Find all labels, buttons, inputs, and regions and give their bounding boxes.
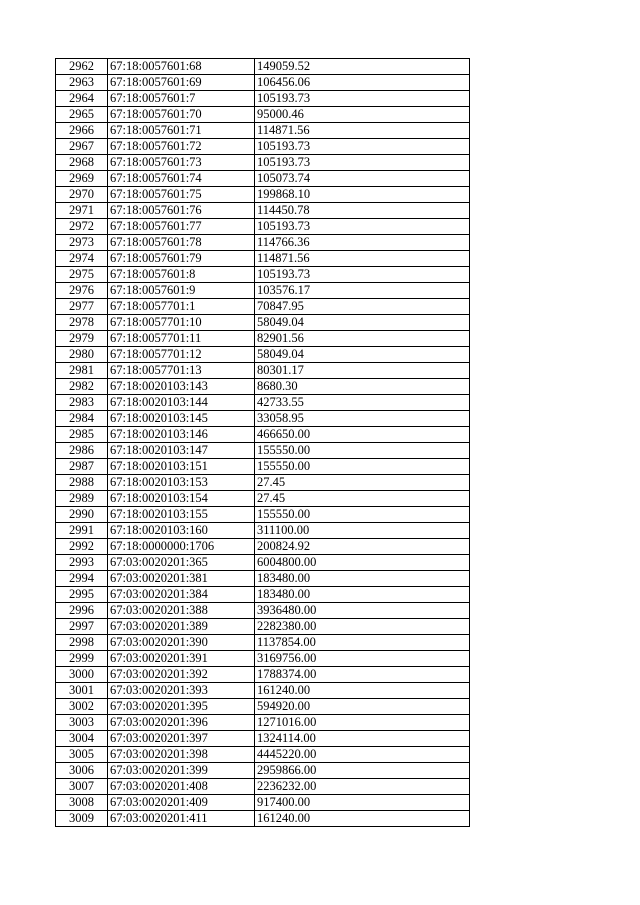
row-number-cell: 2994	[56, 571, 108, 587]
cadastral-number-cell: 67:03:0020201:389	[108, 619, 255, 635]
table-row	[56, 331, 470, 347]
row-number-cell: 2997	[56, 619, 108, 635]
table-row	[56, 619, 470, 635]
row-number-cell: 3007	[56, 779, 108, 795]
cadastral-value-cell: 105073.74	[255, 171, 470, 187]
cadastral-value-cell: 103576.17	[255, 283, 470, 299]
cadastral-value-cell: 149059.52	[255, 59, 470, 75]
cadastral-number-cell: 67:03:0020201:381	[108, 571, 255, 587]
table-row	[56, 507, 470, 523]
cadastral-value-cell: 4445220.00	[255, 747, 470, 763]
table-row	[56, 795, 470, 811]
row-number-cell: 2985	[56, 427, 108, 443]
cadastral-value-cell: 2959866.00	[255, 763, 470, 779]
cadastral-value-cell: 155550.00	[255, 507, 470, 523]
cadastral-value-cell: 8680.30	[255, 379, 470, 395]
cadastral-number-cell: 67:18:0000000:1706	[108, 539, 255, 555]
table-row	[56, 283, 470, 299]
cadastral-number-cell: 67:03:0020201:390	[108, 635, 255, 651]
table-row	[56, 315, 470, 331]
row-number-cell: 2998	[56, 635, 108, 651]
row-number-cell: 2964	[56, 91, 108, 107]
cadastral-value-cell: 70847.95	[255, 299, 470, 315]
table-row	[56, 747, 470, 763]
cadastral-value-cell: 6004800.00	[255, 555, 470, 571]
cadastral-value-cell: 33058.95	[255, 411, 470, 427]
row-number-cell: 2966	[56, 123, 108, 139]
row-number-cell: 2981	[56, 363, 108, 379]
cadastral-number-cell: 67:18:0020103:144	[108, 395, 255, 411]
cadastral-value-cell: 114450.78	[255, 203, 470, 219]
row-number-cell: 3005	[56, 747, 108, 763]
row-number-cell: 3003	[56, 715, 108, 731]
table-row	[56, 347, 470, 363]
cadastral-number-cell: 67:03:0020201:392	[108, 667, 255, 683]
cadastral-value-cell: 105193.73	[255, 91, 470, 107]
table-row	[56, 203, 470, 219]
table-row	[56, 683, 470, 699]
cadastral-number-cell: 67:18:0057701:13	[108, 363, 255, 379]
table-row	[56, 651, 470, 667]
cadastral-value-cell: 917400.00	[255, 795, 470, 811]
table-row	[56, 811, 470, 827]
cadastral-number-cell: 67:03:0020201:391	[108, 651, 255, 667]
table-body	[56, 59, 470, 827]
table-row	[56, 459, 470, 475]
cadastral-value-cell: 105193.73	[255, 267, 470, 283]
cadastral-value-cell: 105193.73	[255, 219, 470, 235]
cadastral-value-cell: 155550.00	[255, 443, 470, 459]
table-row	[56, 395, 470, 411]
table-row	[56, 299, 470, 315]
cadastral-value-cell: 1271016.00	[255, 715, 470, 731]
table-row	[56, 363, 470, 379]
row-number-cell: 2969	[56, 171, 108, 187]
table-row	[56, 731, 470, 747]
row-number-cell: 2976	[56, 283, 108, 299]
table-row	[56, 635, 470, 651]
row-number-cell: 3004	[56, 731, 108, 747]
cadastral-value-cell: 3169756.00	[255, 651, 470, 667]
cadastral-number-cell: 67:18:0020103:151	[108, 459, 255, 475]
row-number-cell: 2975	[56, 267, 108, 283]
table-row	[56, 251, 470, 267]
row-number-cell: 2996	[56, 603, 108, 619]
cadastral-number-cell: 67:03:0020201:395	[108, 699, 255, 715]
cadastral-number-cell: 67:03:0020201:393	[108, 683, 255, 699]
row-number-cell: 2992	[56, 539, 108, 555]
cadastral-value-cell: 594920.00	[255, 699, 470, 715]
row-number-cell: 2972	[56, 219, 108, 235]
table-row	[56, 107, 470, 123]
cadastral-number-cell: 67:18:0057601:69	[108, 75, 255, 91]
cadastral-value-cell: 155550.00	[255, 459, 470, 475]
cadastral-value-cell: 105193.73	[255, 155, 470, 171]
cadastral-number-cell: 67:18:0057601:70	[108, 107, 255, 123]
table-row	[56, 59, 470, 75]
cadastral-number-cell: 67:18:0020103:147	[108, 443, 255, 459]
table-row	[56, 555, 470, 571]
cadastral-value-cell: 199868.10	[255, 187, 470, 203]
row-number-cell: 2973	[56, 235, 108, 251]
cadastral-value-cell: 114871.56	[255, 251, 470, 267]
cadastral-number-cell: 67:18:0057601:73	[108, 155, 255, 171]
row-number-cell: 2980	[56, 347, 108, 363]
cadastral-number-cell: 67:18:0057701:1	[108, 299, 255, 315]
row-number-cell: 2978	[56, 315, 108, 331]
table-row	[56, 491, 470, 507]
cadastral-number-cell: 67:18:0057701:12	[108, 347, 255, 363]
row-number-cell: 3000	[56, 667, 108, 683]
cadastral-value-cell: 105193.73	[255, 139, 470, 155]
cadastral-value-cell: 466650.00	[255, 427, 470, 443]
cadastral-number-cell: 67:18:0020103:160	[108, 523, 255, 539]
row-number-cell: 2999	[56, 651, 108, 667]
cadastral-number-cell: 67:18:0057701:11	[108, 331, 255, 347]
row-number-cell: 3001	[56, 683, 108, 699]
cadastral-value-cell: 161240.00	[255, 811, 470, 827]
cadastral-number-cell: 67:18:0020103:154	[108, 491, 255, 507]
cadastral-number-cell: 67:18:0020103:146	[108, 427, 255, 443]
cadastral-number-cell: 67:18:0057601:74	[108, 171, 255, 187]
table-row	[56, 587, 470, 603]
table-row	[56, 219, 470, 235]
row-number-cell: 2991	[56, 523, 108, 539]
cadastral-number-cell: 67:03:0020201:409	[108, 795, 255, 811]
cadastral-value-cell: 161240.00	[255, 683, 470, 699]
cadastral-value-cell: 3936480.00	[255, 603, 470, 619]
table-row	[56, 699, 470, 715]
cadastral-value-cell: 106456.06	[255, 75, 470, 91]
cadastral-value-cell: 1137854.00	[255, 635, 470, 651]
row-number-cell: 2962	[56, 59, 108, 75]
row-number-cell: 3002	[56, 699, 108, 715]
table-row	[56, 379, 470, 395]
cadastral-value-cell: 114766.36	[255, 235, 470, 251]
row-number-cell: 2979	[56, 331, 108, 347]
cadastral-value-cell: 1324114.00	[255, 731, 470, 747]
table-row	[56, 427, 470, 443]
table-row	[56, 539, 470, 555]
cadastral-number-cell: 67:18:0057601:68	[108, 59, 255, 75]
cadastral-number-cell: 67:18:0057601:78	[108, 235, 255, 251]
cadastral-value-cell: 2282380.00	[255, 619, 470, 635]
table-row	[56, 571, 470, 587]
cadastral-number-cell: 67:18:0020103:145	[108, 411, 255, 427]
cadastral-value-cell: 311100.00	[255, 523, 470, 539]
cadastral-number-cell: 67:03:0020201:396	[108, 715, 255, 731]
row-number-cell: 2971	[56, 203, 108, 219]
cadastral-number-cell: 67:18:0057601:71	[108, 123, 255, 139]
table-row	[56, 523, 470, 539]
cadastral-value-cell: 80301.17	[255, 363, 470, 379]
row-number-cell: 2986	[56, 443, 108, 459]
row-number-cell: 2988	[56, 475, 108, 491]
cadastral-number-cell: 67:03:0020201:388	[108, 603, 255, 619]
table-row	[56, 91, 470, 107]
cadastral-number-cell: 67:18:0057601:7	[108, 91, 255, 107]
cadastral-number-cell: 67:03:0020201:399	[108, 763, 255, 779]
row-number-cell: 2974	[56, 251, 108, 267]
table-row	[56, 187, 470, 203]
row-number-cell: 2987	[56, 459, 108, 475]
table-row	[56, 155, 470, 171]
cadastral-value-cell: 2236232.00	[255, 779, 470, 795]
cadastral-value-cell: 95000.46	[255, 107, 470, 123]
cadastral-value-cell: 183480.00	[255, 571, 470, 587]
row-number-cell: 2967	[56, 139, 108, 155]
cadastral-number-cell: 67:03:0020201:397	[108, 731, 255, 747]
cadastral-number-cell: 67:18:0020103:153	[108, 475, 255, 491]
row-number-cell: 2965	[56, 107, 108, 123]
table-row	[56, 715, 470, 731]
cadastral-value-cell: 42733.55	[255, 395, 470, 411]
row-number-cell: 2990	[56, 507, 108, 523]
row-number-cell: 2982	[56, 379, 108, 395]
table-row	[56, 763, 470, 779]
table-row	[56, 235, 470, 251]
cadastral-number-cell: 67:18:0057601:8	[108, 267, 255, 283]
cadastral-value-cell: 82901.56	[255, 331, 470, 347]
table-row	[56, 411, 470, 427]
row-number-cell: 2963	[56, 75, 108, 91]
row-number-cell: 2977	[56, 299, 108, 315]
cadastral-value-cell: 27.45	[255, 475, 470, 491]
table-row	[56, 75, 470, 91]
cadastral-value-cell: 27.45	[255, 491, 470, 507]
cadastral-number-cell: 67:18:0057601:76	[108, 203, 255, 219]
cadastral-number-cell: 67:03:0020201:365	[108, 555, 255, 571]
cadastral-number-cell: 67:18:0057601:72	[108, 139, 255, 155]
table-row	[56, 443, 470, 459]
cadastral-number-cell: 67:18:0020103:155	[108, 507, 255, 523]
cadastral-value-cell: 58049.04	[255, 347, 470, 363]
cadastral-value-cell: 1788374.00	[255, 667, 470, 683]
row-number-cell: 3006	[56, 763, 108, 779]
cadastral-number-cell: 67:18:0057601:9	[108, 283, 255, 299]
row-number-cell: 2989	[56, 491, 108, 507]
table-row	[56, 139, 470, 155]
row-number-cell: 3008	[56, 795, 108, 811]
cadastral-number-cell: 67:18:0057601:75	[108, 187, 255, 203]
cadastral-value-table	[55, 58, 470, 827]
cadastral-value-cell: 114871.56	[255, 123, 470, 139]
cadastral-number-cell: 67:03:0020201:408	[108, 779, 255, 795]
cadastral-number-cell: 67:18:0057601:79	[108, 251, 255, 267]
row-number-cell: 2995	[56, 587, 108, 603]
row-number-cell: 3009	[56, 811, 108, 827]
row-number-cell: 2983	[56, 395, 108, 411]
table-row	[56, 267, 470, 283]
table-row	[56, 603, 470, 619]
cadastral-number-cell: 67:18:0057601:77	[108, 219, 255, 235]
table-row	[56, 171, 470, 187]
cadastral-number-cell: 67:03:0020201:384	[108, 587, 255, 603]
table-row	[56, 475, 470, 491]
cadastral-number-cell: 67:03:0020201:411	[108, 811, 255, 827]
table-row	[56, 667, 470, 683]
cadastral-value-cell: 58049.04	[255, 315, 470, 331]
row-number-cell: 2970	[56, 187, 108, 203]
row-number-cell: 2968	[56, 155, 108, 171]
table-row	[56, 123, 470, 139]
cadastral-value-cell: 183480.00	[255, 587, 470, 603]
cadastral-value-cell: 200824.92	[255, 539, 470, 555]
cadastral-number-cell: 67:03:0020201:398	[108, 747, 255, 763]
row-number-cell: 2993	[56, 555, 108, 571]
cadastral-number-cell: 67:18:0057701:10	[108, 315, 255, 331]
table-row	[56, 779, 470, 795]
row-number-cell: 2984	[56, 411, 108, 427]
cadastral-number-cell: 67:18:0020103:143	[108, 379, 255, 395]
